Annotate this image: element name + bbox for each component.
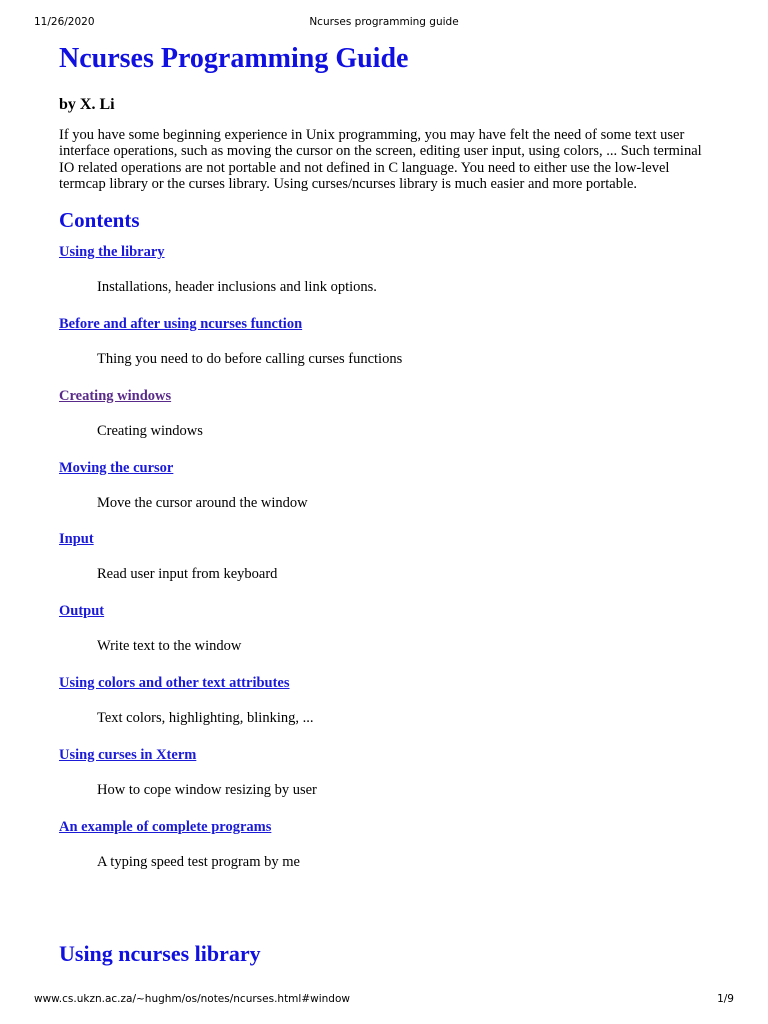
toc-entry bbox=[59, 315, 709, 387]
toc-link-using-colors[interactable]: Using colors and other text attributes bbox=[59, 674, 290, 691]
toc-entry bbox=[59, 459, 709, 531]
toc-description: Write text to the window bbox=[97, 638, 242, 655]
page-title: Ncurses Programming Guide bbox=[59, 43, 409, 74]
article-body bbox=[59, 40, 709, 889]
toc-entry bbox=[59, 674, 709, 746]
print-footer bbox=[0, 993, 768, 1007]
toc-description: Text colors, highlighting, blinking, ... bbox=[97, 709, 314, 726]
toc-link-curses-in-xterm[interactable]: Using curses in Xterm bbox=[59, 746, 197, 763]
toc-entry bbox=[59, 746, 709, 818]
toc-link-using-the-library[interactable]: Using the library bbox=[59, 244, 165, 261]
toc-description: How to cope window resizing by user bbox=[97, 781, 317, 798]
toc-description: Read user input from keyboard bbox=[97, 566, 278, 583]
contents-heading: Contents bbox=[59, 208, 140, 233]
toc-entry bbox=[59, 530, 709, 602]
toc-description: Move the cursor around the window bbox=[97, 494, 308, 511]
toc-description: A typing speed test program by me bbox=[97, 853, 300, 870]
print-header bbox=[0, 16, 768, 30]
toc-link-creating-windows[interactable]: Creating windows bbox=[59, 387, 172, 404]
toc-link-example-programs[interactable]: An example of complete programs bbox=[59, 818, 272, 835]
section-heading-using-ncurses: Using ncurses library bbox=[59, 941, 261, 966]
toc-entry bbox=[59, 602, 709, 674]
toc-description: Creating windows bbox=[97, 422, 203, 439]
table-of-contents bbox=[59, 243, 709, 889]
toc-description: Thing you need to do before calling curses functions bbox=[97, 350, 403, 367]
toc-entry bbox=[59, 818, 709, 890]
intro-paragraph: If you have some beginning experience in Unix programming, you may have felt the need of some text user interface operations, such as moving the cursor on the screen, editing user input, using colors, ... Such terminal IO related operations are not portable and not defined in C language. You need to either use the low-level termcap library or the curses library. Using curses/ncurses library is much easier and more portable. bbox=[59, 127, 702, 193]
toc-link-output[interactable]: Output bbox=[59, 603, 105, 620]
print-date: 11/26/2020 bbox=[34, 16, 95, 28]
print-page-number: 1/9 bbox=[717, 993, 734, 1005]
toc-link-input[interactable]: Input bbox=[59, 531, 94, 548]
print-url: www.cs.ukzn.ac.za/~hughm/os/notes/ncurses.html#window bbox=[34, 993, 350, 1005]
print-doc-title: Ncurses programming guide bbox=[309, 16, 459, 28]
toc-entry bbox=[59, 243, 709, 315]
toc-entry bbox=[59, 387, 709, 459]
toc-description: Installations, header inclusions and link options. bbox=[97, 279, 377, 296]
toc-link-before-and-after[interactable]: Before and after using ncurses function bbox=[59, 315, 303, 332]
toc-link-moving-the-cursor[interactable]: Moving the cursor bbox=[59, 459, 174, 476]
author-byline: by X. Li bbox=[59, 96, 115, 113]
